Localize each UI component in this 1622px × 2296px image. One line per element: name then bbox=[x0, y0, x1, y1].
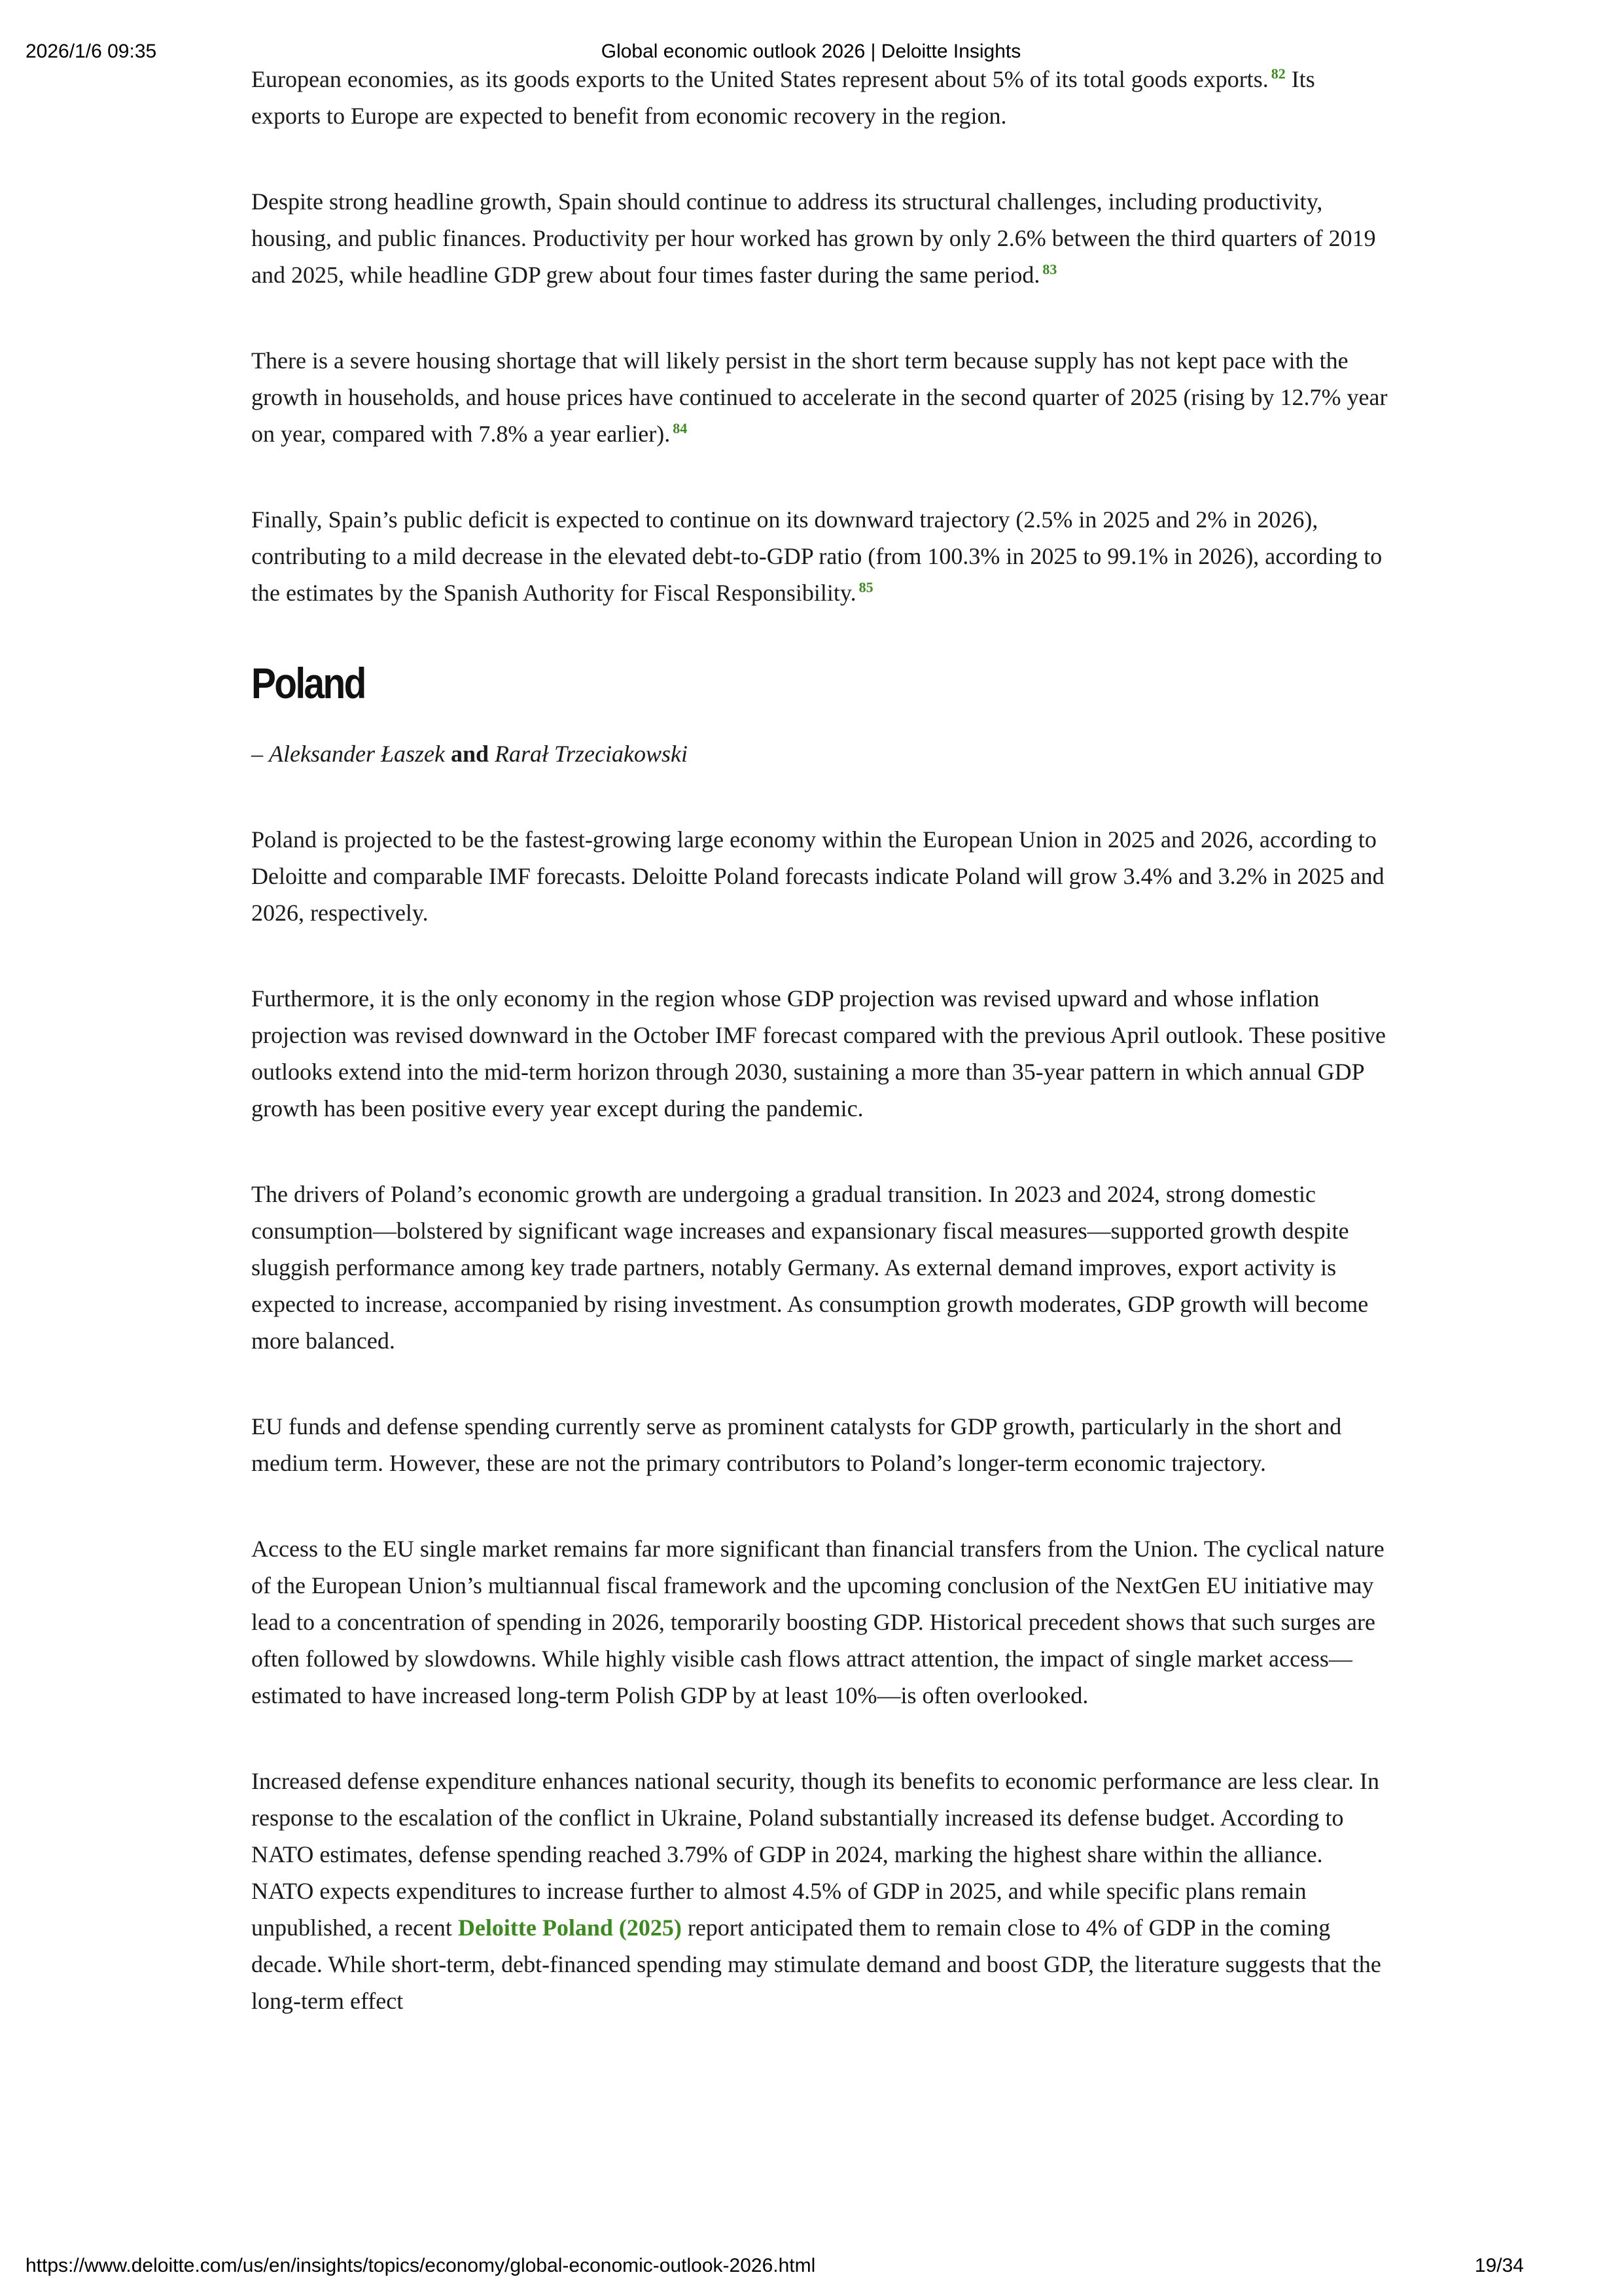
paragraph: European economies, as its goods exports to the United States represent about 5% of its total goods exports. $^{82}$ Its exports to Europe are expected to benefit from economic recovery in the region. bbox=[251, 65, 1315, 129]
paragraph: Poland is projected to be the fastest-growing large economy within the European Union in 2025 and 2026, according to Deloitte and comparable IMF forecasts. Deloitte Poland forecasts indicate Poland will grow 3.4% and 3.2% in 2025 and 2026, respectively. bbox=[251, 826, 1384, 926]
paragraph: Access to the EU single market remains far more significant than financial transfers from the Union. The cyclical nature of the European Union’s multiannual fiscal framework and the upcoming conclusion of the NextGen EU initiative may lead to a concentration of spending in 2026, temporarily boosting GDP. Historical precedent shows that such surges are often followed by slowdowns. While highly visible cash flows attract attention, the impact of single market access—estimated to have increased long-term Polish GDP by at least 10%—is often overlooked. bbox=[251, 1536, 1384, 1708]
footnote-link[interactable]: 83 bbox=[1042, 261, 1057, 277]
byline: – Aleksander Łaszek and Rarał Trzeciakowski bbox=[251, 741, 688, 767]
footnote-link[interactable]: 82 bbox=[1271, 65, 1286, 82]
paragraph: Finally, Spain’s public deficit is expected to continue on its downward trajectory (2.5% in 2025 and 2% in 2026), contributing to a mild decrease in the elevated debt-to-GDP ratio (from 100.3% in 2025 to 99.1% in 2026), according to the estimates by the Spanish Authority for Fiscal Responsibility. $^{85}$ bbox=[251, 506, 1383, 606]
print-footer bbox=[0, 2255, 1622, 2281]
print-datetime: 2026/1/6 09:35 bbox=[26, 41, 157, 62]
paragraph: Increased defense expenditure enhances national security, though its benefits to economic performance are less clear. In response to the escalation of the conflict in Ukraine, Poland substantially increased its defense budget. According to NATO estimates, defense spending reached 3.79% of GDP in 2024, marking the highest share within the alliance. NATO expects expenditures to increase further to almost 4.5% of GDP in 2025, and while specific plans remain unpublished, a recent Deloitte Poland (2025) report anticipated them to remain close to 4% of GDP in the coming decade. While short-term, debt-financed spending may stimulate demand and boost GDP, the literature suggests that the long-term effect bbox=[251, 1768, 1381, 2014]
footnote-link[interactable]: 84 bbox=[673, 420, 688, 436]
paragraph: Furthermore, it is the only economy in the region whose GDP projection was revised upward and whose inflation projection was revised downward in the October IMF forecast compared with the previous April outlook. These positive outlooks extend into the mid-term horizon through 2030, sustaining a more than 35-year pattern in which annual GDP growth has been positive every year except during the pandemic. bbox=[251, 985, 1386, 1122]
paragraph: Despite strong headline growth, Spain should continue to address its structural challenges, including productivity, housing, and public finances. Productivity per hour worked has grown by only 2.6% between the third quarters of 2019 and 2025, while headline GDP grew about four times faster during the same period. $^{83}$ bbox=[251, 188, 1376, 288]
paragraph: The drivers of Poland’s economic growth are undergoing a gradual transition. In 2023 and 2024, strong domestic consumption—bolstered by significant wage increases and expansionary fiscal measures—supported growth despite sluggish performance among key trade partners, notably Germany. As external demand improves, export activity is expected to increase, accompanied by rising investment. As consumption growth moderates, GDP growth will become more balanced. bbox=[251, 1181, 1369, 1354]
footnote-link[interactable]: 85 bbox=[858, 579, 873, 595]
page-number: 19/34 bbox=[1474, 2255, 1524, 2276]
print-page-title: Global economic outlook 2026 | Deloitte Insights bbox=[601, 41, 1021, 62]
page-url: https://www.deloitte.com/us/en/insights/topics/economy/global-economic-outlook-2026.html bbox=[26, 2255, 816, 2276]
section-heading-poland: Poland bbox=[251, 659, 365, 707]
paragraph: EU funds and defense spending currently serve as prominent catalysts for GDP growth, particularly in the short and medium term. However, these are not the primary contributors to Poland’s longer-term economic trajectory. bbox=[251, 1413, 1342, 1476]
author-name: Aleksander Łaszek bbox=[269, 741, 445, 767]
deloitte-poland-report-link[interactable]: Deloitte Poland (2025) bbox=[457, 1915, 682, 1941]
author-name: Rarał Trzeciakowski bbox=[495, 741, 688, 767]
article-body bbox=[251, 61, 1390, 2068]
paragraph: There is a severe housing shortage that will likely persist in the short term because supply has not kept pace with the growth in households, and house prices have continued to accelerate in the second quarter of 2025 (rising by 12.7% year on year, compared with 7.8% a year earlier). $^{84}$ bbox=[251, 347, 1388, 447]
